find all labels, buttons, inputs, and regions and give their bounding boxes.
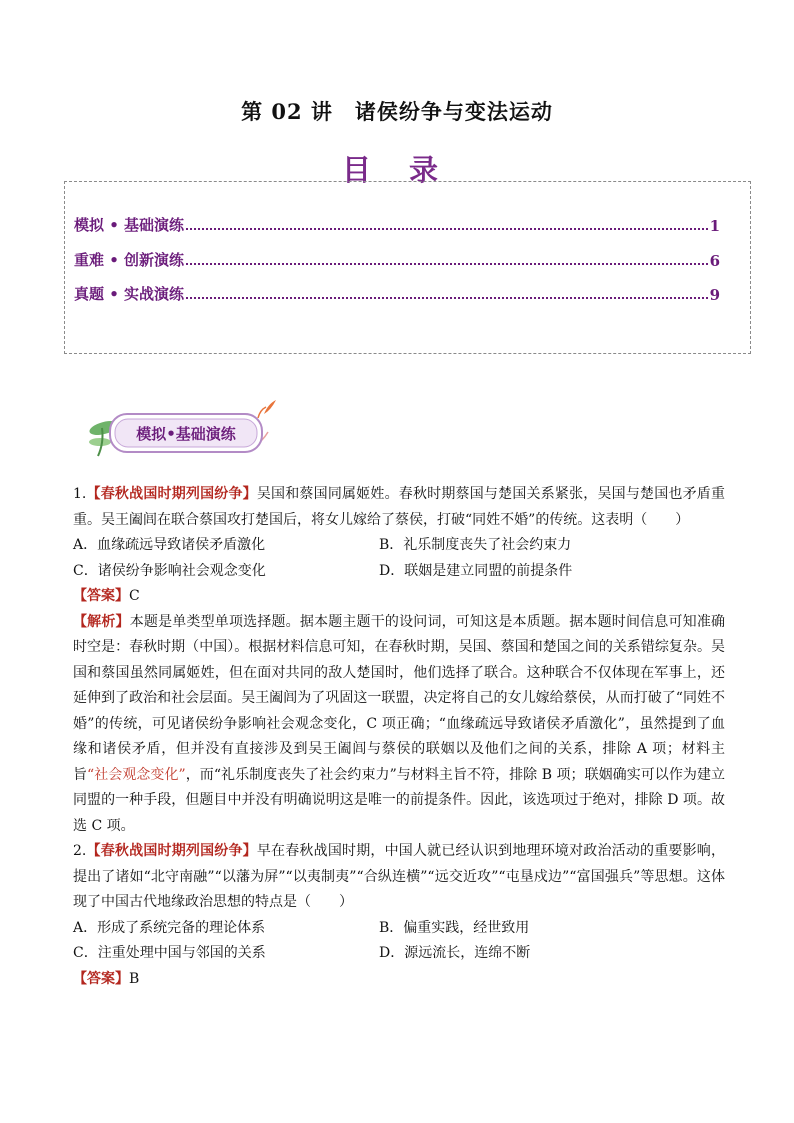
toc-entry-page: 9 bbox=[709, 286, 720, 304]
option-d[interactable]: D．源远流长，连绵不断 bbox=[379, 945, 531, 961]
toc-leader-dots bbox=[186, 228, 708, 230]
document-title: 第 02 讲 诸侯纷争与变法运动 bbox=[241, 99, 553, 124]
option-d[interactable]: D．联姻是建立同盟的前提条件 bbox=[379, 562, 573, 579]
banner-label: 模拟•基础演练 bbox=[136, 425, 236, 443]
question-2-stem: 2.【春秋战国时期列国纷争】早在春秋战国时期，中国人就已经认识到地理环境对政治活动的重要影响，提出了诸如“北守南融”“以藩为屏”“以夷制夷”“合纵连横”“远交近攻”“屯垦戍边”“富国强兵”等思想。这体现了中国古代地缘政治思想的特点是（ ） bbox=[73, 843, 726, 910]
question-topic-tag: 【春秋战国时期列国纷争】 bbox=[86, 843, 257, 859]
table-of-contents bbox=[64, 181, 751, 354]
toc-entry[interactable] bbox=[74, 246, 720, 270]
toc-heading: 目 录 bbox=[341, 153, 453, 187]
toc-entry[interactable] bbox=[74, 280, 720, 304]
toc-entry-label: 重难 • 创新演练 bbox=[74, 251, 185, 269]
option-c[interactable]: C．诸侯纷争影响社会观念变化 bbox=[73, 562, 266, 579]
option-b[interactable]: B．礼乐制度丧失了社会约束力 bbox=[379, 537, 572, 553]
toc-leader-dots bbox=[186, 297, 708, 299]
question-topic-tag: 【春秋战国时期列国纷争】 bbox=[86, 486, 257, 502]
toc-entry[interactable] bbox=[74, 211, 720, 235]
question-2-options bbox=[73, 916, 725, 967]
toc-entry-page: 6 bbox=[709, 252, 720, 270]
question-1-analysis: 【解析】本题是单类型单项选择题。据本题主题干的设问词，可知这是本质题。据本题时间信息可知准确时空是：春秋时期（中国）。根据材料信息可知，在春秋时期，吴国、蔡国和楚国之间的关系错综复杂。吴国和蔡国虽然同属姬姓，但在面对共同的敌人楚国时，他们选择了联合。这种联合不仅体现在军事上，还延伸到了政治和社会层面。吴王阖闾为了巩固这一联盟，决定将自己的女儿嫁给蔡侯，从而打破了“同姓不婚”的传统，可见诸侯纷争影响社会观念变化，C 项正确；“血缘疏远导致诸侯矛盾激化”，虽然提到了血缘和诸侯矛盾，但并没有直接涉及到吴王阖闾与蔡侯的联姻以及他们之间的关系，排除 A 项；材料主旨“社会观念变化”，而“礼乐制度丧失了社会约束力”与材料主旨不符，排除 B 项；联姻确实可以作为建立同盟的一种手段，但题目中并没有明确说明这是唯一的前提条件。因此，该选项过于绝对，排除 D 项。故选 C 项。 bbox=[73, 613, 726, 834]
toc-entry-label: 模拟 • 基础演练 bbox=[74, 216, 185, 234]
option-b[interactable]: B．偏重实践，经世致用 bbox=[379, 919, 530, 936]
toc-leader-dots bbox=[186, 263, 708, 265]
option-a[interactable]: A．血缘疏远导致诸侯矛盾激化 bbox=[73, 537, 266, 553]
option-a[interactable]: A．形成了系统完备的理论体系 bbox=[73, 919, 266, 936]
question-list bbox=[73, 482, 725, 992]
toc-entry-page: 1 bbox=[709, 217, 720, 235]
highlighted-phrase: “社会观念变化” bbox=[87, 766, 186, 783]
question-1-options bbox=[73, 533, 725, 584]
question-1-stem: 1.【春秋战国时期列国纷争】吴国和蔡国同属姬姓。春秋时期蔡国与楚国关系紧张，吴国与楚国也矛盾重重。吴王阖闾在联合蔡国攻打楚国后，将女儿嫁给了蔡侯，打破“同姓不婚”的传统。这表明（ ） bbox=[73, 486, 726, 528]
section-banner bbox=[82, 398, 282, 460]
option-c[interactable]: C．注重处理中国与邻国的关系 bbox=[73, 945, 266, 961]
toc-entry-label: 真题 • 实战演练 bbox=[74, 285, 185, 303]
question-1-answer: 【答案】C bbox=[73, 588, 140, 604]
question-2-answer: 【答案】B bbox=[73, 970, 140, 987]
